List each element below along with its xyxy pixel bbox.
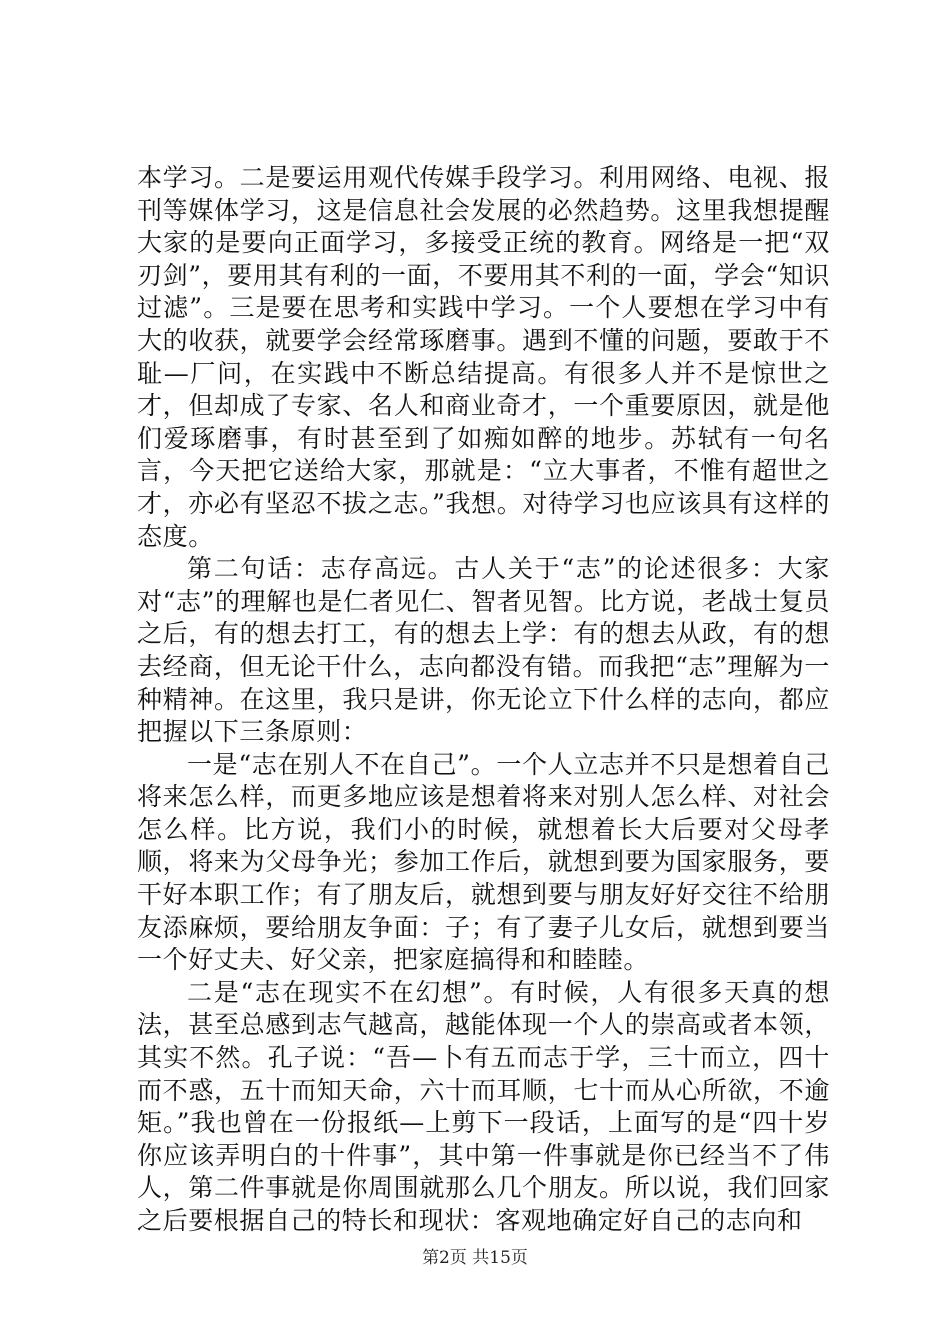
paragraph-principle-two: 二是“志在现实不在幻想”。有时候，人有很多天真的想法，甚至总感到志气越高，越能体现一个人的崇高或者本领，其实不然。孔子说：“吾—卜有五而志于学，三十而立，四十而不惑，五十而知天命，六十而耳顺，七十而从心所欲，不逾矩。”我也曾在一份报纸—上剪下一段话，上面写的是“四十岁你应该弄明白的十件事”，其中第一件事就是你已经当不了伟人，第二件事就是你周围就那么几个朋友。所以说，我们回家之后要根据自己的特长和现状：客观地确定好自己的志向和 (137, 977, 830, 1235)
paragraph-principle-one: 一是“志在别人不在自己”。一个人立志并不只是想着自己将来怎么样，而更多地应该是想着将来对别人怎么样、对社会怎么样。比方说，我们小的时候，就想着长大后要对父母孝顺，将来为父母争光；参加工作后，就想到要为国家服务，要干好本职工作；有了朋友后，就想到要与朋友好好交往不给朋友添麻烦，要给朋友争面：子；有了妻子儿女后，就想到要当一个好丈夫、好父亲，把家庭搞得和和睦睦。 (137, 749, 830, 975)
page-number-footer: 第2页 共15页 (422, 1248, 528, 1268)
paragraph-second-saying: 第二句话：志存高远。古人关于“志”的论述很多：大家对“志”的理解也是仁者见仁、智者见智。比方说，老战士复员之后，有的想去打工，有的想去上学：有的想去从政，有的想去经商，但无论干什么，志向都没有错。而我把“志”理解为一种精神。在这里，我只是讲，你无论立下什么样的志向，都应把握以下三条原则： (137, 554, 830, 747)
paragraph-continuation: 本学习。二是要运用观代传媒手段学习。利用网络、电视、报刊等媒体学习，这是信息社会发展的必然趋势。这里我想提醒大家的是要向正面学习，多接受正统的教育。网络是一把“双刃剑”，要用其有利的一面，不要用其不利的一面，学会“知识过滤”。三是要在思考和实践中学习。一个人要想在学习中有大的收获，就要学会经常琢磨事。遇到不懂的问题，要敢于不耻—厂问，在实践中不断总结提高。有很多人并不是惊世之才，但却成了专家、名人和商业奇才，一个重要原因，就是他们爱琢磨事，有时甚至到了如痴如醉的地步。苏轼有一句名言，今天把它送给大家，那就是：“立大事者，不惟有超世之才，亦必有坚忍不拔之志。”我想。对待学习也应该具有这样的态度。 (137, 163, 830, 551)
document-body (137, 162, 830, 1238)
